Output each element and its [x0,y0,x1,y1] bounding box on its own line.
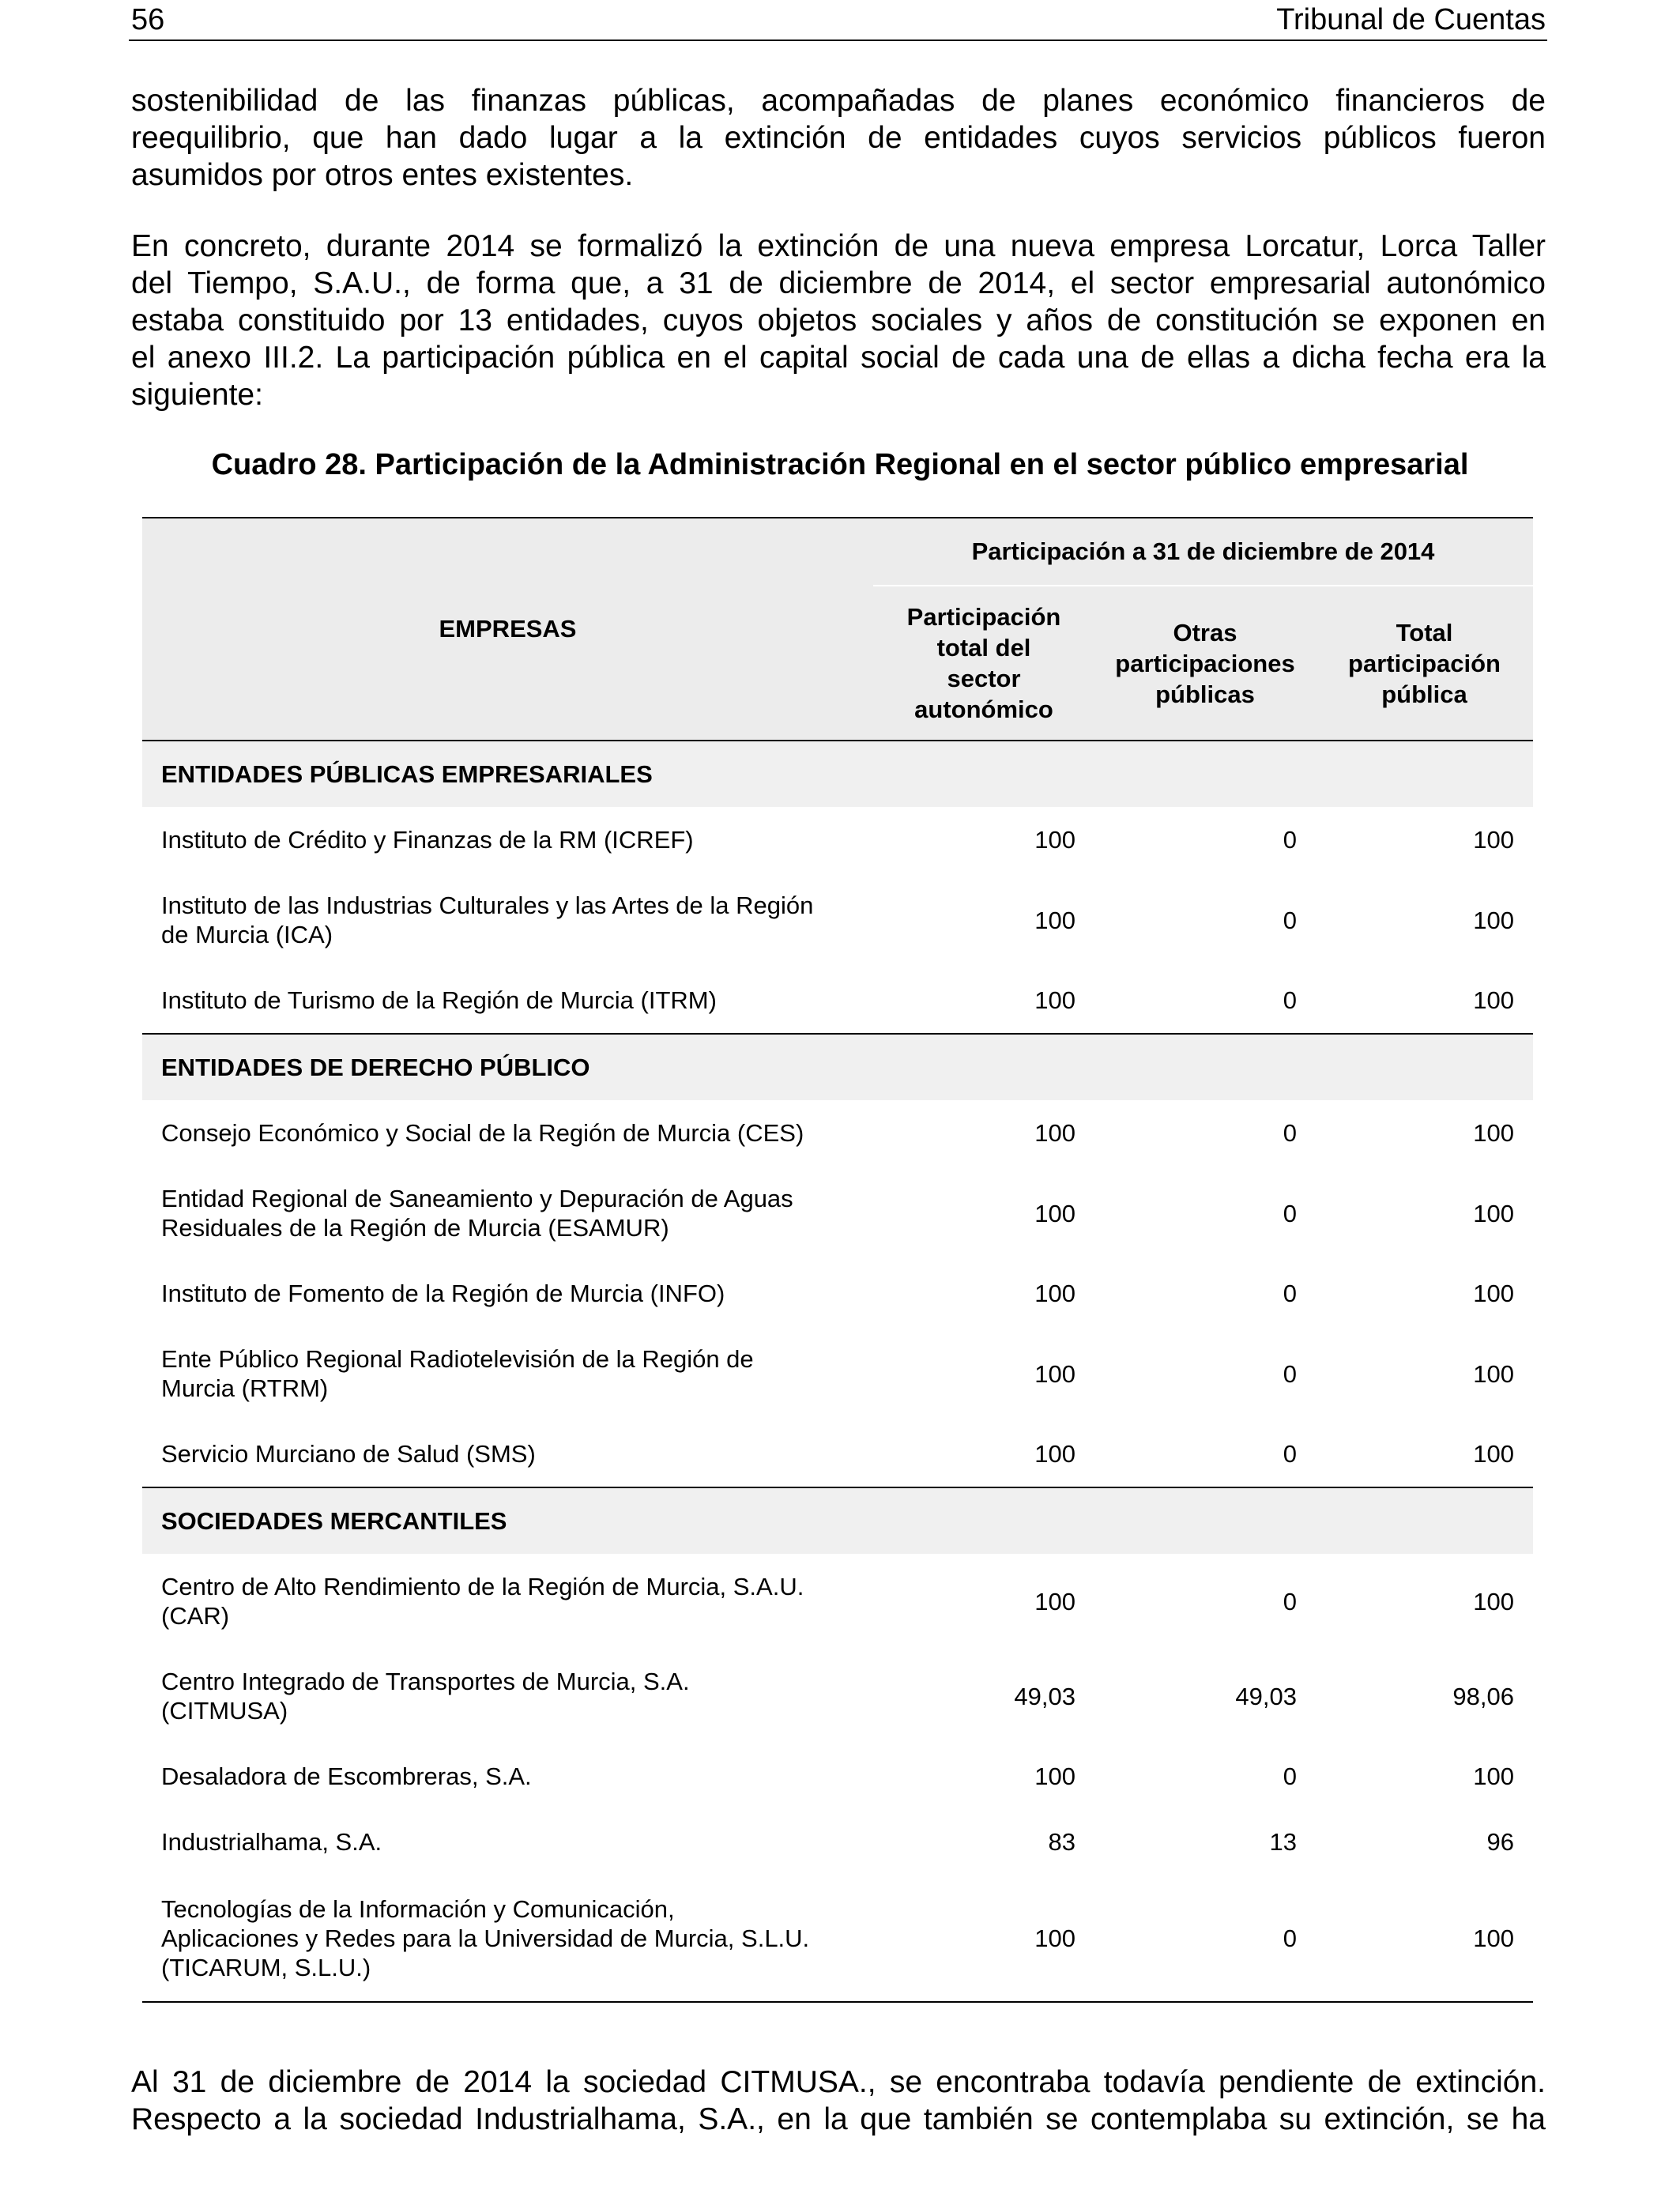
text-line: del Tiempo, S.A.U., de forma que, a 31 de diciembre de 2014, el sector empresarial autonómico [131,266,1546,300]
company-name [142,967,873,1034]
table-row [142,967,1533,1034]
section-header: ENTIDADES PÚBLICAS EMPRESARIALES [142,741,1533,807]
name-line: Entidad Regional de Saneamiento y Depuración de Aguas [161,1185,793,1212]
closing-paragraph [131,2064,1546,2138]
value-total: 100 [1473,1587,1514,1615]
name-line: (CAR) [161,1602,230,1630]
header-line: autonómico [914,696,1053,723]
value-total: 98,06 [1452,1682,1514,1710]
value-sector: 100 [1034,1119,1075,1147]
name-line: Servicio Murciano de Salud (SMS) [161,1440,536,1468]
value-sector: 100 [873,967,1094,1034]
header-line: Participación [906,603,1061,631]
text-line: Respecto a la sociedad Industrialhama, S.A., en la que también se contemplaba su extinción, se ha [131,2102,1546,2136]
column-header-otras [1094,586,1316,741]
value-otras: 0 [1283,1359,1297,1388]
name-line: Aplicaciones y Redes para la Universidad de Murcia, S.L.U. [161,1924,810,1952]
value-sector: 83 [1048,1828,1075,1856]
value-sector: 100 [873,1875,1094,2002]
table-row [142,1554,1533,1649]
value-total: 100 [1473,1359,1514,1388]
body-paragraph [131,228,1546,413]
company-name [142,1261,873,1326]
value-sector: 100 [1034,906,1075,934]
header-line: participaciones [1115,649,1295,677]
table-row [142,1421,1533,1487]
table-row [142,1649,1533,1744]
value-sector: 49,03 [1014,1682,1075,1710]
column-header-total [1316,586,1533,741]
header-line: públicas [1155,680,1255,708]
text-line: el anexo III.2. La participación pública en el capital social de cada una de ellas a dicha fecha era la [131,341,1546,375]
value-total: 100 [1473,1280,1514,1307]
table-row [142,1809,1533,1875]
value-otras: 0 [1094,967,1316,1034]
text-line: estaba constituido por 13 entidades, cuyos objetos sociales y años de constitución se exponen en [131,303,1546,337]
header-line: sector [947,665,1021,692]
name-line: Centro de Alto Rendimiento de la Región de Murcia, S.A.U. [161,1573,804,1600]
company-name [142,1875,873,2002]
section-header: ENTIDADES DE DERECHO PÚBLICO [142,1034,1533,1100]
company-name [142,1744,873,1809]
page-number: 56 [131,3,165,36]
value-otras: 13 [1269,1828,1297,1856]
value-total: 100 [1316,1421,1533,1487]
name-line: Centro Integrado de Transportes de Murcia, S.A. [161,1668,690,1695]
company-name [142,1421,873,1487]
value-sector: 100 [1034,1587,1075,1615]
table-row [142,873,1533,967]
header-line: Total [1396,618,1453,647]
name-line: (TICARUM, S.L.U.) [161,1953,371,1981]
company-name [142,1809,873,1875]
value-otras: 49,03 [1235,1682,1297,1710]
value-otras: 0 [1283,1119,1297,1147]
value-otras: 0 [1094,1875,1316,2002]
value-otras: 0 [1283,1199,1297,1227]
name-line: Instituto de Fomento de la Región de Murcia (INFO) [161,1280,725,1307]
name-line: Desaladora de Escombreras, S.A. [161,1762,532,1790]
value-sector: 100 [1034,1762,1075,1790]
value-otras: 0 [1283,906,1297,934]
name-line: Ente Público Regional Radiotelevisión de la Región de [161,1345,754,1373]
value-sector: 100 [1034,1280,1075,1307]
name-line: Tecnologías de la Información y Comunicación, [161,1894,675,1923]
name-line: (CITMUSA) [161,1697,288,1725]
company-name [142,1100,873,1166]
header-line: total del [936,634,1031,662]
name-line: Instituto de Turismo de la Región de Murcia (ITRM) [161,986,717,1014]
name-line: Instituto de Crédito y Finanzas de la RM (ICREF) [161,826,694,854]
text-line: siguiente: [131,378,263,412]
table-caption: Cuadro 28. Participación de la Administración Regional en el sector público empresarial [211,448,1469,481]
text-line: reequilibrio, que han dado lugar a la extinción de entidades cuyos servicios públicos fueron [131,121,1546,155]
company-name [142,1554,873,1649]
intro-paragraph [131,82,1546,194]
name-line: Instituto de las Industrias Culturales y las Artes de la Región [161,892,814,919]
value-total: 100 [1473,906,1514,934]
running-title: Tribunal de Cuentas [1276,3,1546,36]
value-sector: 100 [1034,826,1075,854]
name-line: Industrialhama, S.A. [161,1828,382,1856]
company-name [142,873,873,967]
value-sector: 100 [1034,1199,1075,1227]
table-row [142,1875,1533,2002]
value-total: 96 [1486,1828,1514,1856]
participation-table [142,517,1533,2003]
value-total: 100 [1473,826,1514,854]
table-row [142,1261,1533,1326]
value-otras: 0 [1094,1421,1316,1487]
header-line: Otras [1173,618,1237,647]
value-total: 100 [1473,1762,1514,1790]
header-line: participación [1348,649,1501,677]
header-line: pública [1381,680,1467,708]
value-sector: 100 [873,1421,1094,1487]
value-otras: 0 [1283,826,1297,854]
text-line: asumidos por otros entes existentes. [131,158,634,192]
company-name [142,1649,873,1744]
text-line: En concreto, durante 2014 se formalizó la extinción de una nueva empresa Lorcatur, Lorca Taller [131,229,1546,263]
value-sector: 100 [1034,1359,1075,1388]
value-total: 100 [1473,1199,1514,1227]
name-line: Murcia (RTRM) [161,1374,329,1402]
table-row [142,1166,1533,1261]
value-total: 100 [1316,1875,1533,2002]
column-header-sector-autonomico [873,586,1094,741]
table-row [142,1100,1533,1166]
page-header [129,0,1547,41]
table-row [142,1326,1533,1421]
text-line: Al 31 de diciembre de 2014 la sociedad CITMUSA., se encontraba todavía pendiente de extinción. [131,2065,1546,2099]
table-row [142,807,1533,873]
company-name [142,807,873,873]
column-header-empresas: EMPRESAS [142,518,873,741]
value-total: 100 [1473,1119,1514,1147]
name-line: de Murcia (ICA) [161,921,333,948]
value-otras: 0 [1283,1762,1297,1790]
name-line: Consejo Económico y Social de la Región de Murcia (CES) [161,1119,804,1147]
section-header: SOCIEDADES MERCANTILES [142,1487,1533,1554]
name-line: Residuales de la Región de Murcia (ESAMUR) [161,1214,669,1242]
text-line: sostenibilidad de las finanzas públicas, acompañadas de planes económico financieros de [131,84,1546,118]
value-otras: 0 [1283,1280,1297,1307]
column-group-header: Participación a 31 de diciembre de 2014 [873,518,1533,586]
company-name [142,1166,873,1261]
table-row [142,1744,1533,1809]
value-otras: 0 [1283,1587,1297,1615]
value-total: 100 [1316,967,1533,1034]
company-name [142,1326,873,1421]
